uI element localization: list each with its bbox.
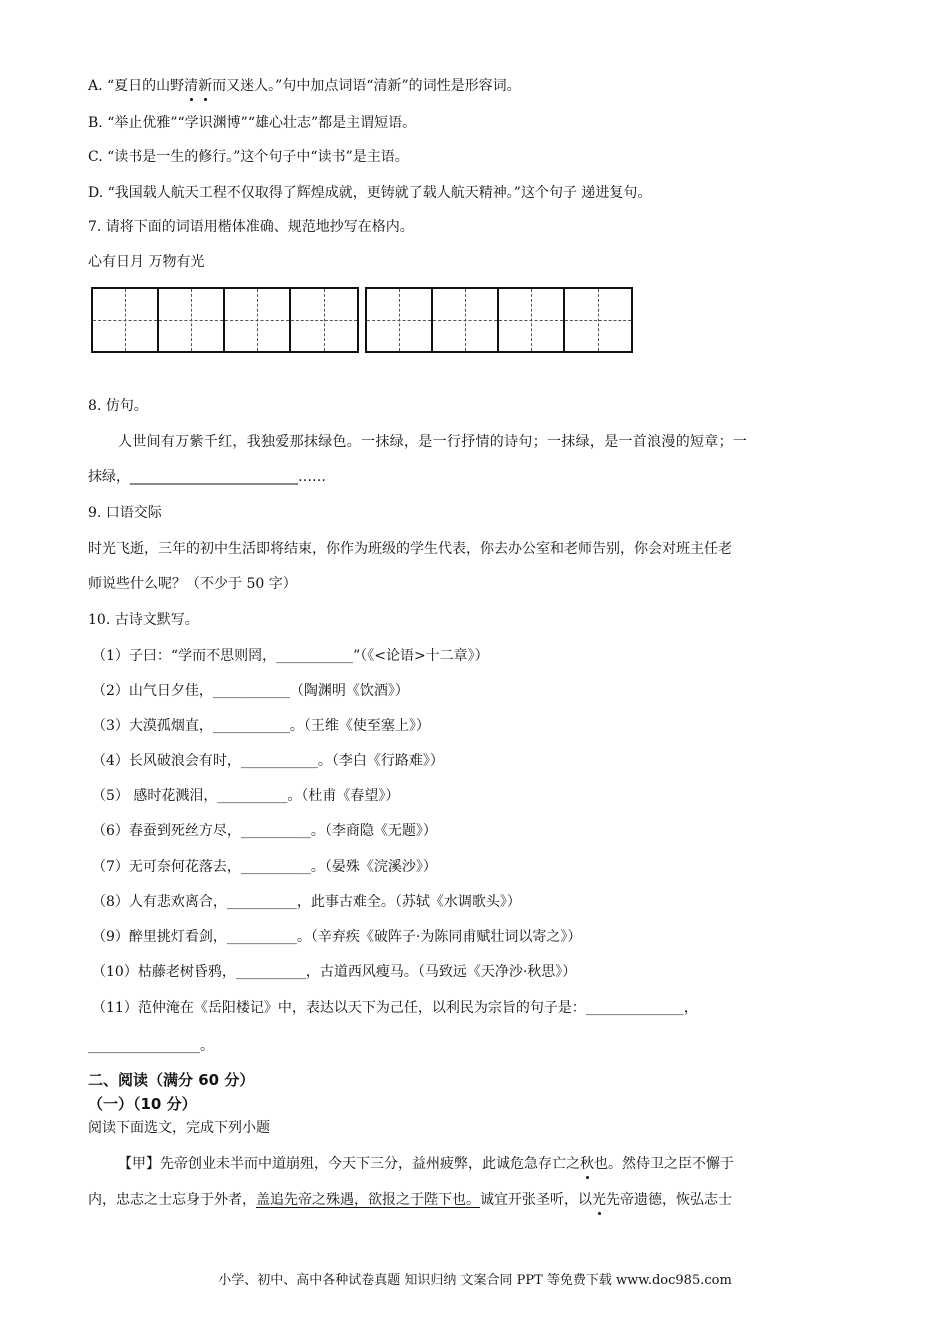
question-8-line-1: 人世间有万紫千红，我独爱那抹绿色。一抹绿，是一行抒情的诗句；一抹绿，是一首浪漫的短章；一 bbox=[118, 434, 748, 450]
question-9-line-2: 师说些什么呢？（不少于 50 字） bbox=[88, 576, 297, 592]
grid-cell[interactable] bbox=[367, 289, 433, 351]
question-9-line-1: 时光飞逝，三年的初中生活即将结束，你作为班级的学生代表，你去办公室和老师告别，你会对班主任老 bbox=[88, 541, 732, 557]
poem-item: （9）醉里挑灯看剑，__________。（辛弃疾《破阵子·为陈同甫赋壮词以寄之》） bbox=[92, 929, 582, 945]
question-7-words: 心有日月 万物有光 bbox=[88, 254, 205, 270]
option-d: D. “我国载人航天工程不仅取得了辉煌成就，更铸就了载人航天精神。”这个句子 递进复句。 bbox=[88, 185, 652, 201]
option-c: C. “读书是一生的修行。”这个句子中“读书”是主语。 bbox=[88, 149, 409, 165]
poem-item: （7）无可奈何花落去，__________。（晏殊《浣溪沙》） bbox=[92, 859, 437, 875]
poem-item: （5） 感时花溅泪，__________。（杜甫《春望》） bbox=[92, 788, 400, 804]
option-a: A. “夏日的山野清新而又迷人。”句中加点词语“清新”的词性是形容词。 bbox=[88, 78, 521, 94]
writing-grid-1 bbox=[91, 287, 359, 353]
section-heading: 二、阅读（满分 60 分） bbox=[88, 1071, 255, 1089]
poem-item: （6）春蚕到死丝方尽，__________。（李商隐《无题》） bbox=[92, 823, 437, 839]
dotted-char: 秋 bbox=[580, 1156, 594, 1172]
subsection-heading: （一）（10 分） bbox=[88, 1095, 197, 1113]
question-8-line-2: 抹绿，________________________…… bbox=[88, 469, 326, 485]
grid-cell[interactable] bbox=[565, 289, 631, 351]
dotted-char: 清 bbox=[184, 78, 199, 94]
passage-line-2: 内，忠志之士忘身于外者，盖追先帝之殊遇，欲报之于陛下也。诚宜开张圣听，以光先帝遗德，恢弘志士 bbox=[88, 1192, 732, 1208]
poem-item: （1）子曰：“学而不思则罔，___________”（《<论语>十二章》） bbox=[92, 648, 489, 664]
option-b: B. “举止优雅”“学识渊博”“雄心壮志”都是主谓短语。 bbox=[88, 115, 417, 131]
poem-item: （3）大漠孤烟直，___________。（王维《使至塞上》） bbox=[92, 718, 430, 734]
page-footer: 小学、初中、高中各种试卷真题 知识归纳 文案合同 PPT 等免费下载 www.doc985.com bbox=[218, 1273, 732, 1288]
poem-item: （11）范仲淹在《岳阳楼记》中，表达以天下为己任，以利民为宗旨的句子是：______________， bbox=[92, 1000, 698, 1016]
question-9-title: 9. 口语交际 bbox=[88, 505, 162, 521]
grid-cell[interactable] bbox=[291, 289, 357, 351]
question-8-title: 8. 仿句。 bbox=[88, 398, 148, 414]
grid-cell[interactable] bbox=[499, 289, 565, 351]
writing-grid-2 bbox=[365, 287, 633, 353]
dotted-char: 光 bbox=[592, 1192, 606, 1208]
poem-item: （2）山气日夕佳，___________（陶渊明《饮酒》） bbox=[92, 683, 409, 699]
passage-line-1: 【甲】先帝创业未半而中道崩殂，今天下三分，益州疲弊，此诚危急存亡之秋也。然侍卫之臣不懈于 bbox=[118, 1156, 734, 1172]
underlined-sentence: 盖追先帝之殊遇，欲报之于陛下也。 bbox=[256, 1192, 480, 1208]
question-7-title: 7. 请将下面的词语用楷体准确、规范地抄写在格内。 bbox=[88, 219, 414, 235]
poem-item: （8）人有悲欢离合，__________，此事古难全。（苏轼《水调歌头》） bbox=[92, 894, 521, 910]
question-10-title: 10. 古诗文默写。 bbox=[88, 612, 199, 628]
grid-cell[interactable] bbox=[225, 289, 291, 351]
reading-instruction: 阅读下面选文，完成下列小题 bbox=[88, 1120, 270, 1136]
poem-item: （4）长风破浪会有时，___________。（李白《行路难》） bbox=[92, 753, 444, 769]
poem-item-continuation: ________________。 bbox=[88, 1038, 214, 1054]
dotted-char: 新 bbox=[198, 78, 213, 94]
grid-cell[interactable] bbox=[159, 289, 225, 351]
grid-cell[interactable] bbox=[433, 289, 499, 351]
poem-item: （10）枯藤老树昏鸦，__________，古道西风瘦马。（马致远《天净沙·秋思》） bbox=[92, 964, 577, 980]
grid-cell[interactable] bbox=[93, 289, 159, 351]
